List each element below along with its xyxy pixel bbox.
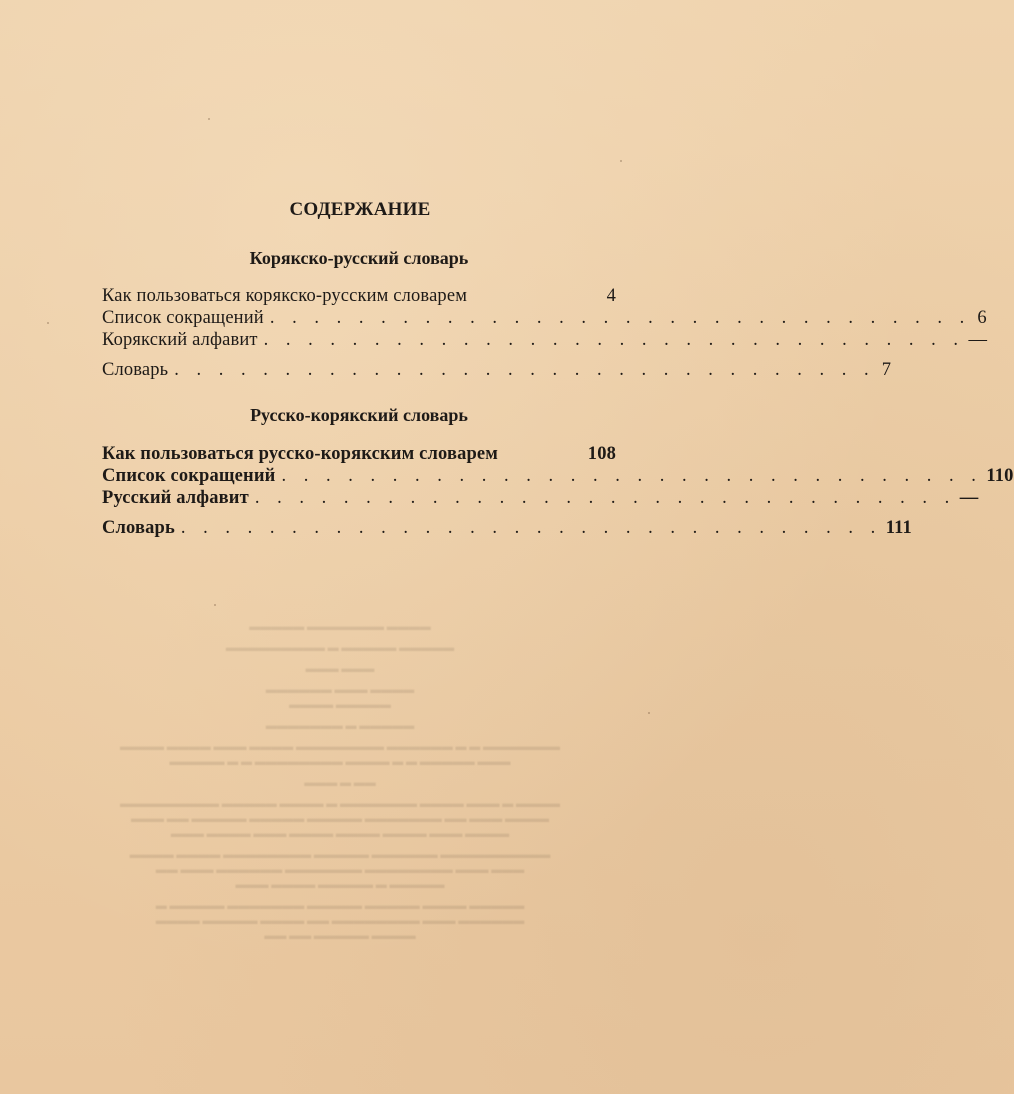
dot-leader: . . . . . . . . . . . . . . . . . . . . . . . . . . . . . . . .: [263, 330, 965, 350]
dot-leader: . . . . . . . . . . . . . . . . . . . . . . . . . . . . . . . .: [281, 466, 983, 486]
toc-entry-label: Как пользоваться корякско-русским словарем: [102, 286, 468, 306]
toc-entry-label: Список сокращений: [102, 466, 276, 486]
dot-leader: . . . . . . . . . . . . . . . . . . . . . . . . . . . . . . . .: [254, 488, 956, 508]
toc-entry-page: —: [959, 488, 979, 508]
toc-entry: [102, 443, 616, 465]
toc-entry: [102, 285, 616, 307]
toc-entry-page: 6: [977, 308, 987, 328]
paper-speck: [214, 604, 216, 606]
toc-entry-label: Русский алфавит: [102, 488, 249, 508]
section-title-russian-koryak: Русско-корякский словарь: [250, 405, 468, 425]
section-title-koryak-russian: Корякско-русский словарь: [249, 248, 469, 268]
toc-entry: [102, 517, 912, 539]
toc-entry: [102, 329, 988, 351]
toc-entry-label: Список сокращений: [102, 308, 264, 328]
toc-entry-label: Корякский алфавит: [102, 330, 258, 350]
toc-entry-label: Словарь: [102, 518, 175, 538]
dot-leader: . . . . . . . . . . . . . . . . . . . . . . . . . . . . . . . .: [180, 518, 882, 538]
paper-speck: [620, 160, 622, 162]
toc-entry-page: 108: [587, 444, 616, 464]
toc-entry-page: 7: [881, 360, 892, 380]
toc-entry-label: Как пользоваться русско-корякским словарем: [102, 444, 499, 464]
toc-entry: [102, 307, 987, 329]
dot-leader: . . . . . . . . . . . . . . . . . . . . . . . . . . . . . . . .: [269, 308, 971, 328]
dot-leader: . . . . . . . . . . . . . . . . . . . . . . . . . . . . . . . .: [174, 360, 876, 380]
toc-title: СОДЕРЖАНИЕ: [289, 199, 431, 220]
paper-speck: [208, 118, 210, 120]
toc-entry-page: 110: [986, 466, 1014, 486]
toc-entry-label: Словарь: [102, 360, 169, 380]
toc-entry: [102, 465, 1014, 487]
toc-entry-page: 4: [606, 286, 616, 306]
paper-speck: [648, 712, 650, 714]
toc-entry-page: —: [968, 330, 988, 350]
toc-entries-russian-koryak: [102, 443, 1014, 539]
toc-entry: [102, 359, 892, 381]
paper-speck: [47, 322, 49, 324]
toc-entries-koryak-russian: [102, 285, 988, 381]
toc-entry: [102, 487, 979, 509]
toc-entry-page: 111: [885, 518, 912, 538]
bleed-through-texture: ▬▬▬▬ ▬▬▬▬▬▬▬ ▬▬▬▬▬ ▬▬▬▬▬ ▬▬▬▬▬ ▬ ▬▬▬▬▬▬▬▬▬ ▬▬▬ ▬▬▬ ▬▬▬▬ ▬▬▬ ▬▬▬▬▬▬ ▬▬▬▬▬ ▬▬▬▬ ▬▬▬▬▬ ▬ ▬▬▬▬▬▬▬ ▬▬▬▬▬▬▬ ▬ ▬ ▬▬▬▬▬▬ ▬▬▬▬▬▬▬▬ ▬▬▬▬ ▬▬▬ ▬▬▬▬ ▬▬▬▬ ▬▬▬ ▬▬▬▬▬ ▬ ▬ ▬▬▬▬ ▬▬▬▬▬▬▬▬ ▬ ▬ ▬▬▬▬▬ ▬▬ ▬ ▬▬▬ ▬▬▬▬ ▬ ▬▬▬ ▬▬▬▬ ▬▬▬▬▬▬▬ ▬ ▬▬▬▬ ▬▬▬▬▬ ▬▬▬▬▬▬▬▬▬ ▬▬▬▬ ▬▬▬ ▬▬ ▬▬▬▬▬▬▬ ▬▬▬▬▬ ▬▬▬▬▬ ▬▬▬▬▬ ▬▬ ▬▬▬ ▬▬▬▬ ▬▬▬ ▬▬▬▬ ▬▬▬▬ ▬▬▬▬ ▬▬▬ ▬▬▬▬ ▬▬▬ ▬▬▬▬▬▬▬▬▬▬ ▬▬▬▬▬▬ ▬▬▬▬▬ ▬▬▬▬▬▬▬▬ ▬▬▬▬ ▬▬▬▬ ▬▬▬ ▬▬▬ ▬▬▬▬▬▬▬▬ ▬▬▬▬▬▬▬ ▬▬▬▬▬▬ ▬▬▬ ▬▬ ▬▬▬▬▬ ▬ ▬▬▬▬▬ ▬▬▬▬ ▬▬▬ ▬▬▬▬▬ ▬▬▬▬ ▬▬▬▬▬ ▬▬▬▬▬ ▬▬▬▬▬▬▬ ▬▬▬▬▬ ▬ ▬▬▬▬▬▬ ▬▬▬ ▬▬▬▬▬▬▬▬ ▬▬ ▬▬▬▬ ▬▬▬▬▬ ▬▬▬▬ ▬▬▬▬ ▬▬▬▬▬ ▬▬ ▬▬: [120, 621, 560, 942]
